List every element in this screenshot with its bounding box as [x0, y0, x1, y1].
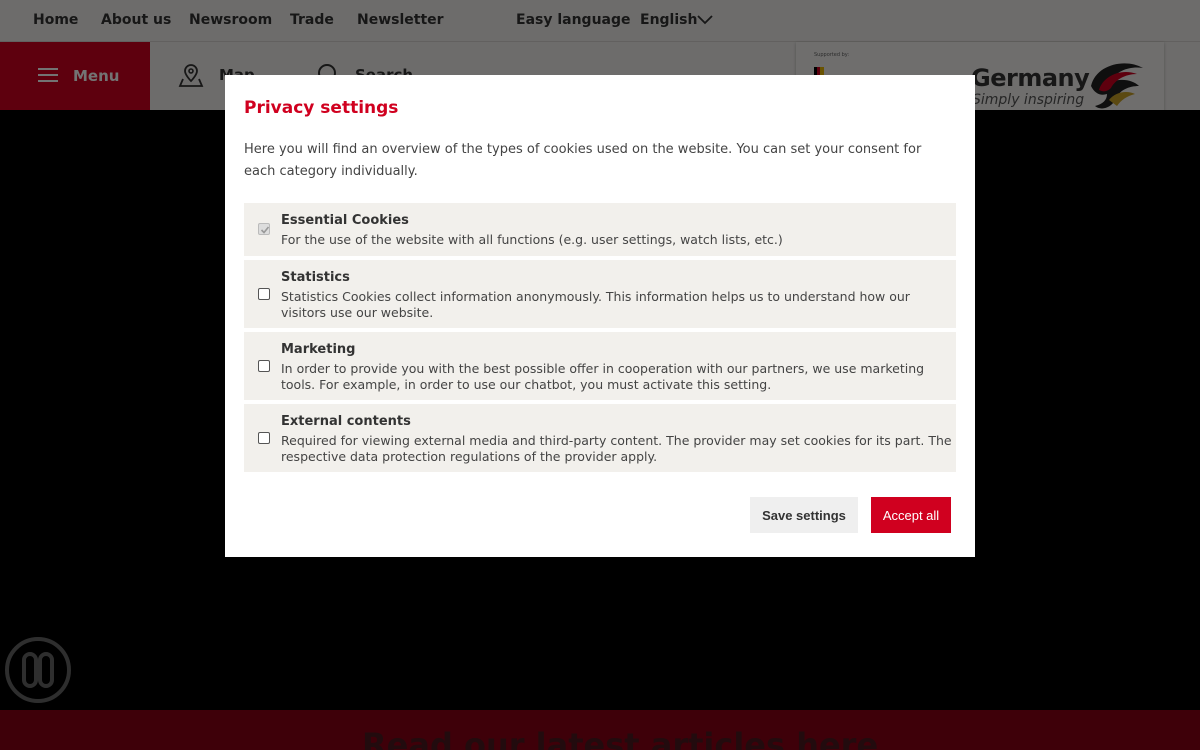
category-description: For the use of the website with all functions (e.g. user settings, watch lists, etc.) — [281, 232, 783, 247]
dialog-title: Privacy settings — [244, 98, 399, 118]
statistics-checkbox[interactable] — [258, 288, 270, 300]
category-title: Statistics — [281, 270, 350, 285]
category-description: Statistics Cookies collect information anonymously. This information helps us to understand how our visitors use our website. — [281, 289, 910, 320]
category-title: Essential Cookies — [281, 213, 409, 228]
category-title: Marketing — [281, 342, 356, 357]
category-description: Required for viewing external media and third-party content. The provider may set cookies for its part. The respective data protection regulations of the provider apply. — [281, 433, 952, 464]
cookie-category-external — [244, 404, 956, 472]
marketing-checkbox[interactable] — [258, 360, 270, 372]
cookie-category-essential — [244, 203, 956, 256]
accept-all-button[interactable]: Accept all — [871, 497, 951, 533]
category-title: External contents — [281, 414, 411, 429]
essential-checkbox — [258, 223, 270, 235]
cookie-category-marketing — [244, 332, 956, 400]
cookie-category-statistics — [244, 260, 956, 328]
dialog-intro: Here you will find an overview of the types of cookies used on the website. You can set your consent for each category individually. — [244, 142, 922, 179]
check-icon — [260, 225, 270, 235]
category-description: In order to provide you with the best possible offer in cooperation with our partners, we use marketing tools. For example, in order to use our chatbot, you must activate this setting. — [281, 361, 925, 392]
external-contents-checkbox[interactable] — [258, 432, 270, 444]
save-settings-button[interactable]: Save settings — [750, 497, 858, 533]
privacy-settings-dialog — [225, 75, 975, 557]
